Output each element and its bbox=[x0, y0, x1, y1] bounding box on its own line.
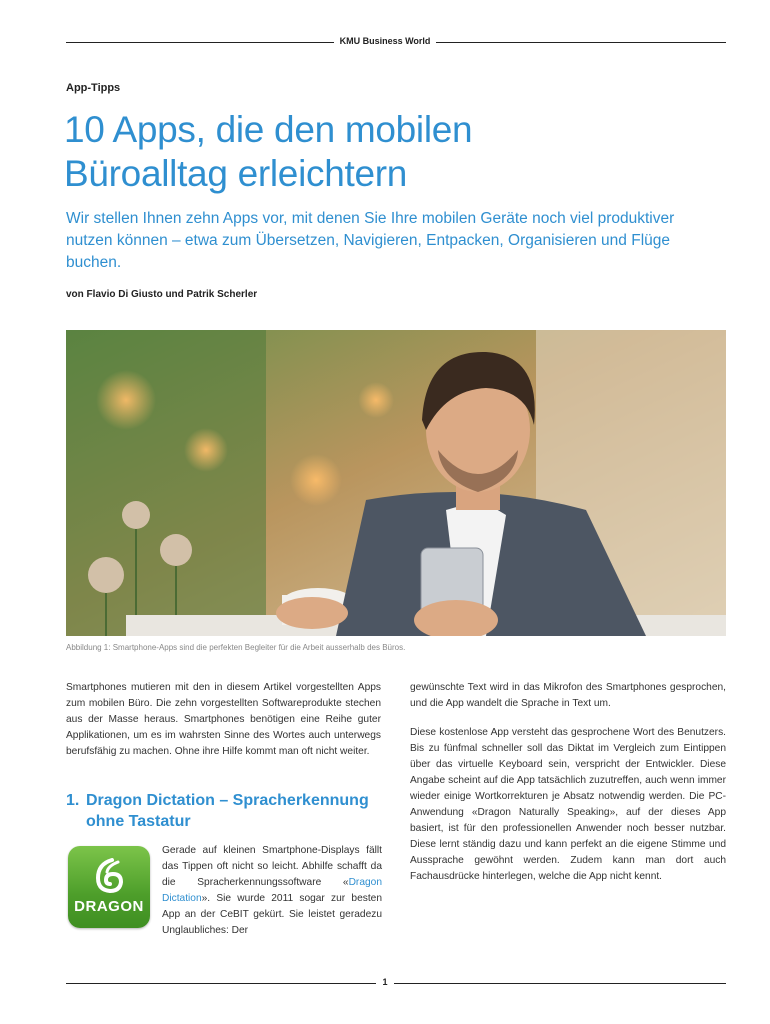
subheading-line-1: Dragon Dictation – Spracherkennung bbox=[86, 792, 369, 809]
right-paragraph-2: Diese kostenlose App versteht das gesprochene Wort des Benutzers. Bis zu fünfmal schneller soll das Diktat im Vergleich zum Eintippen über das virtuelle Keyboard sein, verspricht der Entwickler. Diese Angabe scheint auf die App tatsächlich zuzutreffen, auch wenn immer wieder einige Wortkorrekturen je Absatz notwendig werden. Die PC-Anwendung «Dragon Naturally Speaking», auf der dieses App basiert, ist für den professionellen Anwender noch besser nutzbar. Diese lernt ständig dazu und kann perfekt an die eigene Stimme und Aussprache gewöhnt werden. Zudem kann man dort auch Fachausdrücke hinterlegen, welche die App nicht kennt. bbox=[410, 727, 726, 882]
dragon-app-icon bbox=[68, 846, 150, 928]
title-line-1: 10 Apps, die den mobilen bbox=[64, 109, 473, 150]
photo-caption: Abbildung 1: Smartphone-Apps sind die perfekten Begleiter für die Arbeit ausserhalb des Büros. bbox=[66, 643, 406, 652]
publication-title: KMU Business World bbox=[0, 36, 770, 46]
section-label: App-Tipps bbox=[66, 82, 121, 94]
dragon-swirl-icon bbox=[92, 858, 126, 894]
dragon-icon-wordmark: DRAGON bbox=[74, 898, 144, 915]
dragon-text-after: ». Sie wurde 2011 sogar zur besten App an der CeBIT gekürt. Sie leistet geradezu Unglaubliches: Der bbox=[162, 893, 382, 936]
article-photo bbox=[66, 330, 726, 636]
intro-paragraph: Smartphones mutieren mit den in diesem Artikel vorgestellten Apps zum mobilen Büro. Die zehn vorgestellten Softwareprodukte stechen aus der Masse heraus. Smartphones benötigen eine Reihe guter Applikationen, um es im wahrsten Sinne des Wortes auch unterwegs berufsfähig zu machen. Ohne ihre Hilfe kommt man oft nicht weiter. bbox=[66, 682, 381, 757]
byline: von Flavio Di Giusto und Patrik Scherler bbox=[66, 289, 258, 300]
page-number: 1 bbox=[0, 977, 770, 987]
article-lead: Wir stellen Ihnen zehn Apps vor, mit denen Sie Ihre mobilen Geräte noch viel produktiver nutzen können – etwa zum Übersetzen, Navigieren, Entpacken, Organisieren und Flüge buchen. bbox=[66, 210, 675, 271]
dragon-text-before: Gerade auf kleinen Smartphone-Displays fällt das Tippen oft nicht so leicht. Abhilfe schafft da die Spracherkennungssoftware « bbox=[162, 845, 382, 888]
dragon-paragraph bbox=[162, 843, 382, 939]
dragon-dictation-link[interactable]: Dragon Dictation bbox=[162, 877, 382, 904]
subheading-line-2: ohne Tastatur bbox=[86, 813, 191, 830]
subheading-number: 1. bbox=[66, 792, 80, 809]
right-paragraph-1: gewünschte Text wird in das Mikrofon des Smartphones gesprochen, und die App wandelt die Sprache in Text um. bbox=[410, 682, 726, 709]
subheading-dragon bbox=[66, 790, 376, 832]
article-title bbox=[64, 108, 704, 196]
title-line-2: Büroalltag erleichtern bbox=[64, 153, 408, 194]
